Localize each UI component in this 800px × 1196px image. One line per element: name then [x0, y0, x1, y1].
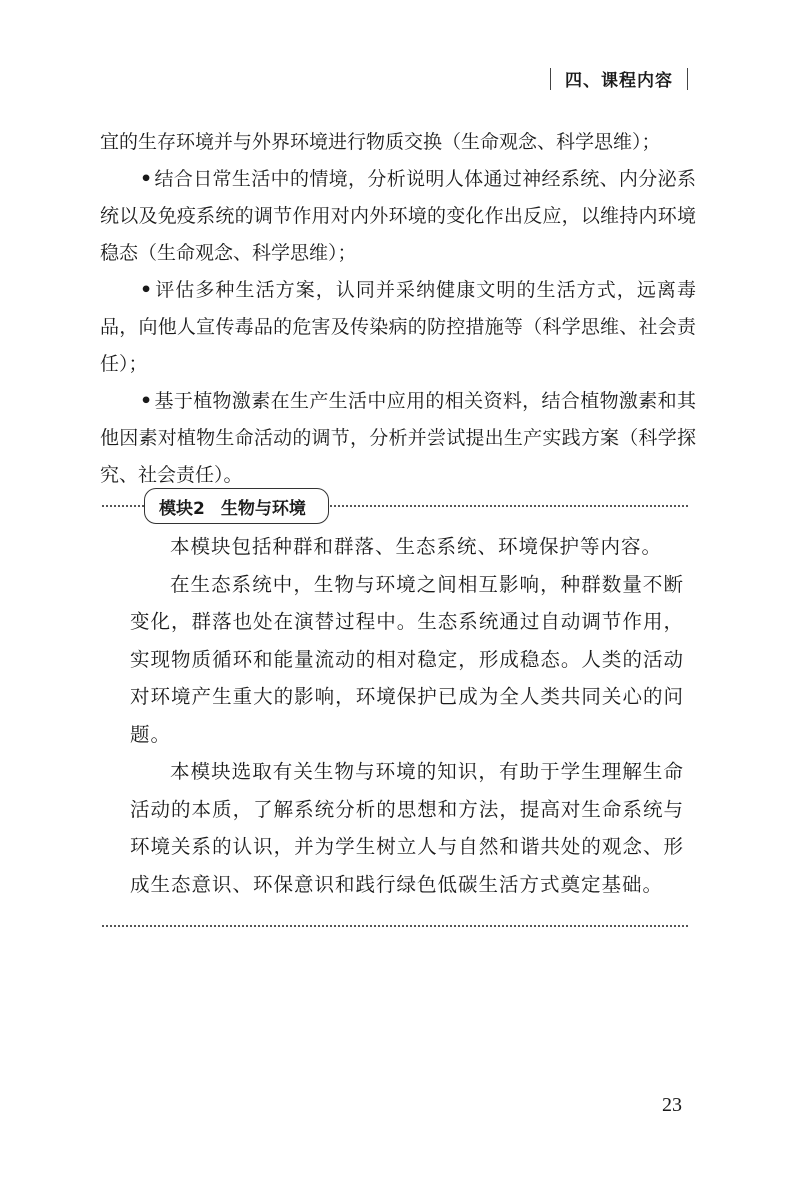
- bottom-dotted-rule: [102, 925, 688, 927]
- running-header: [536, 66, 702, 91]
- continued-paragraph: 宜的生存环境并与外界环境进行物质交换（生命观念、科学思维）；: [100, 131, 661, 153]
- section-title: 四、课程内容: [565, 71, 673, 91]
- bullet-icon: •: [140, 390, 153, 412]
- bullet-text: 评估多种生活方案，认同并采纳健康文明的生活方式，远离毒品，向他人宣传毒品的危害及传染病的防控措施等（科学思维、社会责任）；: [100, 279, 696, 375]
- module-paragraph: 本模块选取有关生物与环境的知识，有助于学生理解生命活动的本质，了解系统分析的思想和方法，提高对生命系统与环境关系的认识，并为学生树立人与自然和谐共处的观念、形成生态意识、环保意识和践行绿色低碳生活方式奠定基础。: [130, 760, 684, 896]
- bullet-icon: •: [140, 168, 153, 190]
- module-intro: [130, 528, 684, 903]
- page-number: 23: [662, 1094, 682, 1116]
- module-paragraph: 在生态系统中，生物与环境之间相互影响，种群数量不断变化，群落也处在演替过程中。生态系统通过自动调节作用，实现物质循环和能量流动的相对稳定，形成稳态。人类的活动对环境产生重大的影响，环境保护已成为全人类共同关心的问题。: [130, 572, 684, 746]
- bullet-paragraph: [100, 383, 696, 494]
- module-title-box: [144, 488, 329, 524]
- top-section: [100, 124, 696, 494]
- bullet-paragraph: [100, 161, 696, 272]
- bullet-icon: •: [140, 279, 153, 301]
- header-divider-right: [687, 68, 688, 90]
- module-paragraph: 本模块包括种群和群落、生态系统、环境保护等内容。: [170, 535, 663, 558]
- bullet-text: 结合日常生活中的情境，分析说明人体通过神经系统、内分泌系统以及免疫系统的调节作用对内外环境的变化作出反应，以维持内环境稳态（生命观念、科学思维）；: [100, 168, 696, 264]
- header-divider-left: [550, 68, 551, 90]
- bullet-text: 基于植物激素在生产生活中应用的相关资料，结合植物激素和其他因素对植物生命活动的调节，分析并尝试提出生产实践方案（科学探究、社会责任）。: [100, 390, 696, 486]
- bullet-paragraph: [100, 272, 696, 383]
- module-title: 生物与环境: [220, 498, 306, 519]
- module-number: 模块2: [159, 498, 205, 519]
